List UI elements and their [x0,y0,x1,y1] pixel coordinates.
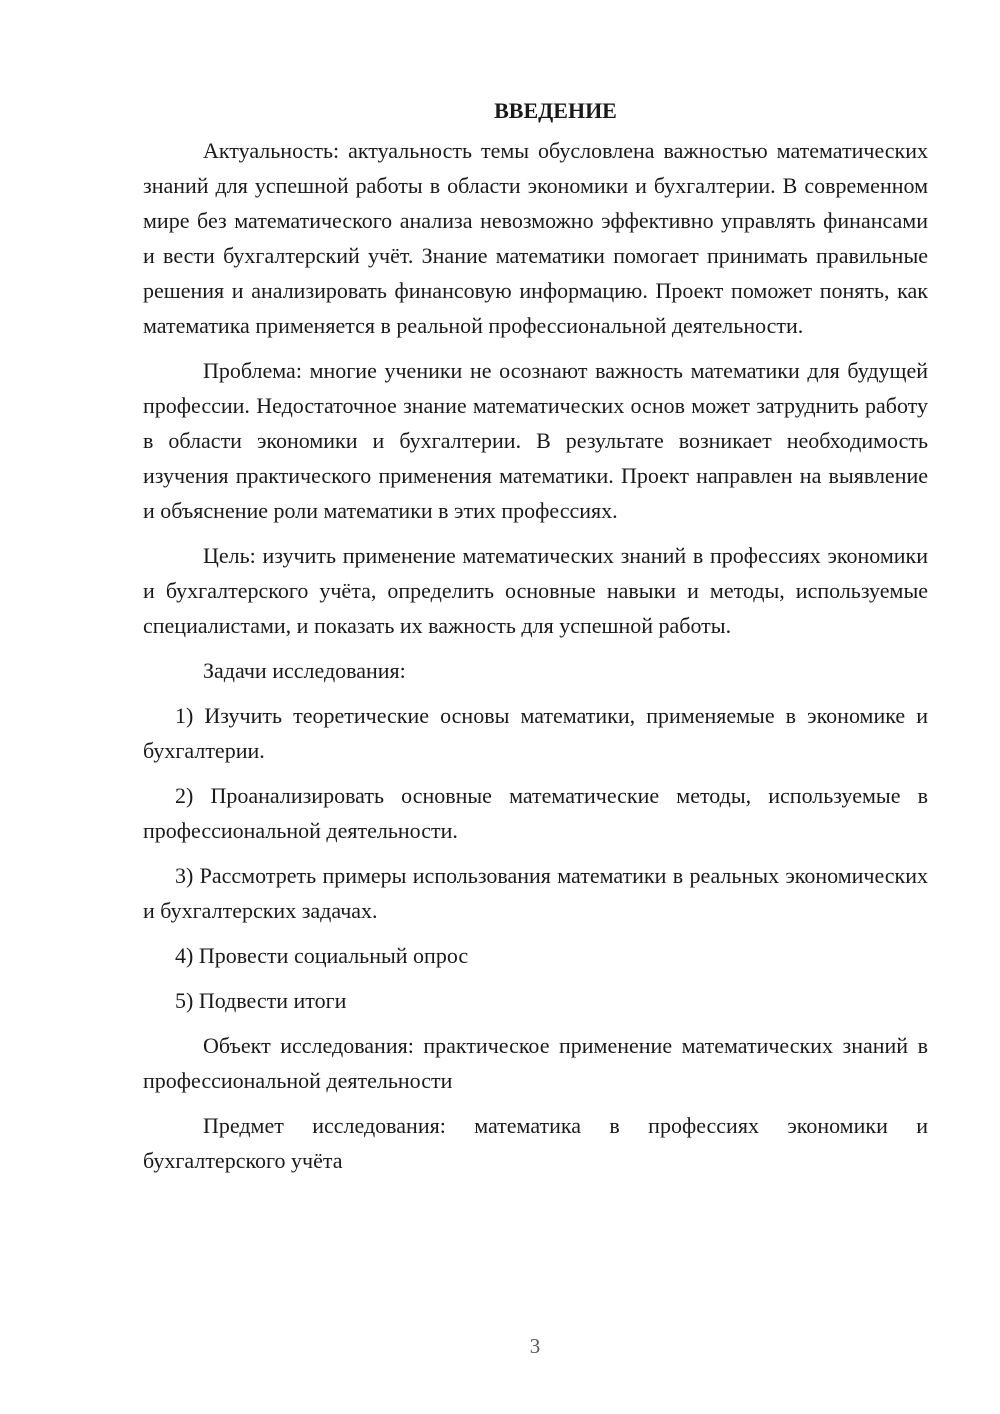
task-item-3: 3) Рассмотреть примеры использования математики в реальных экономических и бухгалтерских задачах. [143,863,928,923]
problem-paragraph: Проблема: многие ученики не осознают важность математики для будущей профессии. Недостаточное знание математических основ может затруднить работу в области экономики и бухгалтерии. В результате возникает необходимость изучения практического применения математики. Проект направлен на выявление и объяснение роли математики в этих профессиях. [143,358,928,523]
subject-paragraph: Предмет исследования: математика в профессиях экономики и бухгалтерского учёта [143,1113,928,1173]
object-paragraph: Объект исследования: практическое применение математических знаний в профессиональной деятельности [143,1033,928,1093]
task-item-1: 1) Изучить теоретические основы математики, применяемые в экономике и бухгалтерии. [143,703,928,763]
page-title: ВВЕДЕНИЕ [494,98,617,123]
task-item-2: 2) Проанализировать основные математические методы, используемые в профессиональной деятельности. [143,783,928,843]
task-item-5: 5) Подвести итоги [175,988,347,1013]
page-number: 3 [529,1334,541,1358]
relevance-paragraph: Актуальность: актуальность темы обусловлена важностью математических знаний для успешной работы в области экономики и бухгалтерии. В современном мире без математического анализа невозможно эффективно управлять финансами и вести бухгалтерский учёт. Знание математики помогает принимать правильные решения и анализировать финансовую информацию. Проект поможет понять, как математика применяется в реальной профессиональной деятельности. [143,138,928,338]
task-item-4: 4) Провести социальный опрос [175,943,469,968]
goal-paragraph: Цель: изучить применение математических знаний в профессиях экономики и бухгалтерского учёта, определить основные навыки и методы, используемые специалистами, и показать их важность для успешной работы. [143,543,928,638]
tasks-title: Задачи исследования: [203,658,406,683]
page-content [143,93,928,1188]
